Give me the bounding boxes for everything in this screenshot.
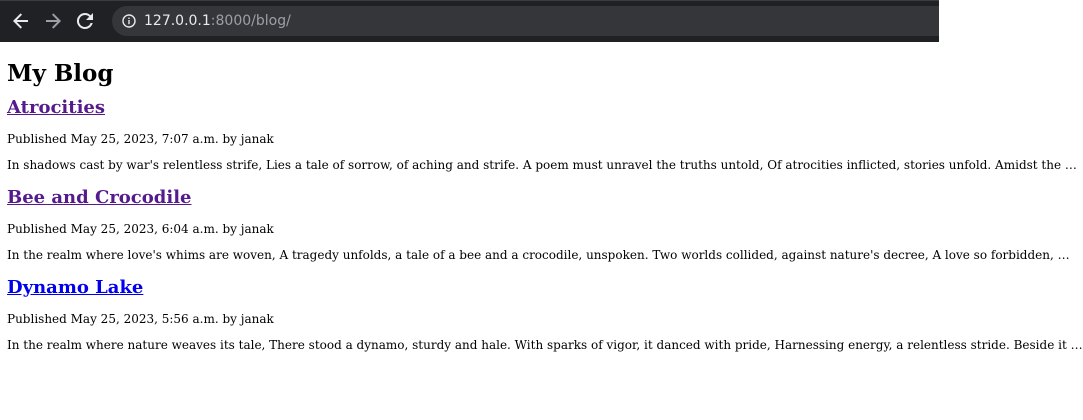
url-host: 127.0.0.1: [144, 13, 211, 29]
post-meta: Published May 25, 2023, 6:04 a.m. by janak: [7, 222, 274, 236]
post-excerpt: In the realm where nature weaves its tale, There stood a dynamo, sturdy and hale. With sparks of vigor, it danced with pride, Harnessing energy, a relentless stride. Beside it …: [7, 338, 1083, 352]
browser-toolbar: [0, 0, 939, 42]
post-title-link[interactable]: Atrocities: [7, 97, 105, 118]
url-path: :8000/blog/: [210, 13, 291, 29]
forward-button[interactable]: [42, 10, 64, 32]
post-item: [7, 277, 1083, 352]
address-bar[interactable]: [112, 6, 939, 36]
post-meta: Published May 25, 2023, 5:56 a.m. by janak: [7, 312, 274, 326]
reload-button[interactable]: [74, 10, 96, 32]
post-excerpt: In shadows cast by war's relentless strife, Lies a tale of sorrow, of aching and strife. A poem must unravel the truths untold, Of atrocities inflicted, stories unfold. Amidst the …: [7, 158, 1077, 172]
back-button[interactable]: [10, 10, 32, 32]
post-heading: [7, 187, 932, 208]
post-meta: Published May 25, 2023, 7:07 a.m. by janak: [7, 132, 274, 146]
arrow-right-icon: [45, 13, 61, 29]
post-title-link[interactable]: Bee and Crocodile: [7, 187, 192, 208]
reload-icon: [77, 13, 93, 29]
post-excerpt: In the realm where love's whims are woven, A tragedy unfolds, a tale of a bee and a crocodile, unspoken. Two worlds collided, against nature's decree, A love so forbidden, …: [7, 248, 1070, 262]
post-item: [7, 97, 1077, 172]
post-title-link[interactable]: Dynamo Lake: [7, 277, 144, 298]
arrow-left-icon: [13, 13, 29, 29]
post-heading: [7, 277, 932, 298]
page-content: [0, 42, 1083, 360]
tab-strip-edge: [0, 0, 939, 1]
page-title: My Blog: [7, 60, 114, 87]
post-heading: [7, 97, 932, 118]
info-icon[interactable]: [122, 14, 136, 28]
post-item: [7, 187, 1070, 262]
